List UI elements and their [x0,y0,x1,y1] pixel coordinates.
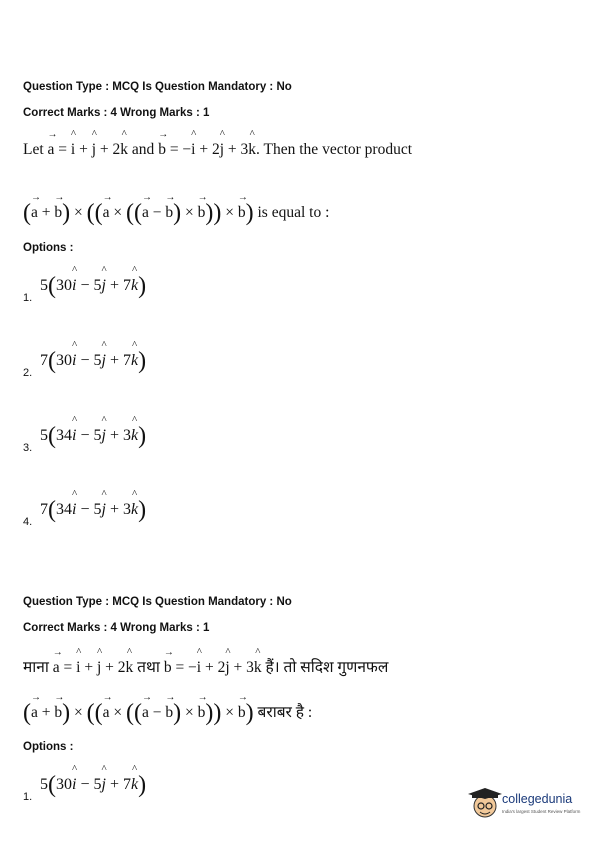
option-3-number: 3. [23,442,33,454]
options-label: Options : [23,741,74,753]
option-1-number: 1. [23,791,33,803]
question-statement-line1-hindi: माना → a = ^ i + ^ j + 2^ k तथा → b = −^ i + 2^ j + 3^ k हैं। तो सदिश गुणनफल [23,655,388,677]
option-1-expression[interactable]: 5(30^ i − 5^ j + 7^ k) [40,273,146,300]
logo-tagline: India's largest Student Review Platform [502,809,581,814]
question-statement-line2-hindi: (→ a + → b) × ((→ a × ((→ a − → b) × → b)) × → b) बराबर है : [23,700,312,727]
question-statement-line1: Let → a = ^ i + ^ j + 2^ k and → b = −^ i + 2^ j + 3^ k. Then the vector product [23,141,412,159]
options-label: Options : [23,242,74,254]
question-type-line: Question Type : MCQ Is Question Mandatory : No [23,596,292,608]
option-4-expression[interactable]: 7(34^ i − 5^ j + 3^ k) [40,497,146,524]
question-statement-line2: (→ a + → b) × ((→ a × ((→ a − → b) × → b)) × → b) is equal to : [23,200,329,227]
option-1-expression[interactable]: 5(30^ i − 5^ j + 7^ k) [40,772,146,799]
option-2-number: 2. [23,367,33,379]
option-1-number: 1. [23,292,33,304]
logo-wordmark: collegedunia [502,792,573,806]
option-4-number: 4. [23,516,33,528]
question-type-line: Question Type : MCQ Is Question Mandatory : No [23,81,292,93]
option-2-expression[interactable]: 7(30^ i − 5^ j + 7^ k) [40,348,146,375]
option-3-expression[interactable]: 5(34^ i − 5^ j + 3^ k) [40,423,146,450]
marks-line: Correct Marks : 4 Wrong Marks : 1 [23,107,210,119]
marks-line: Correct Marks : 4 Wrong Marks : 1 [23,622,210,634]
